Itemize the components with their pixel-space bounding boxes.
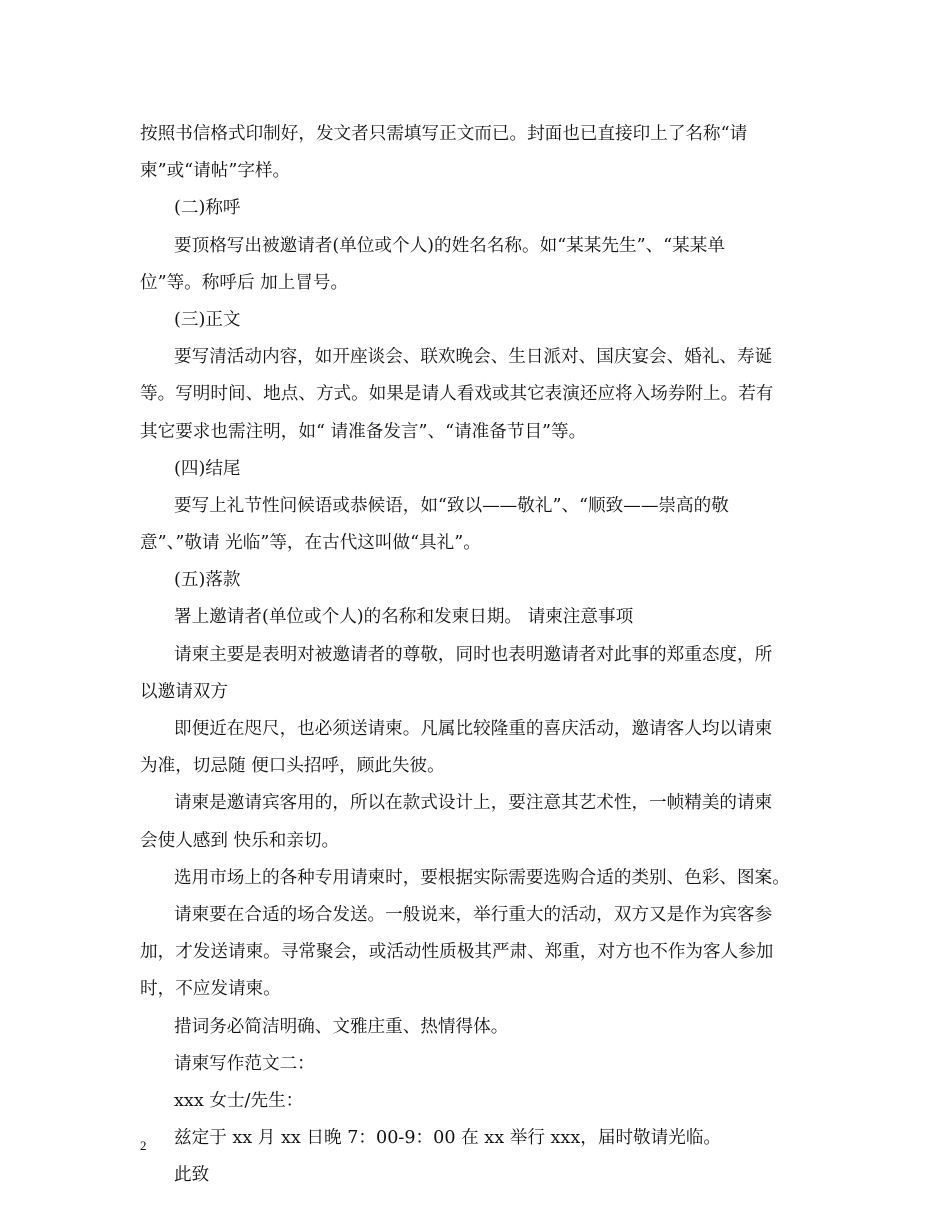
text-line: (四)结尾	[174, 458, 241, 479]
text-line: 位”等。称呼后 加上冒号。	[140, 272, 349, 293]
text-line: 选用市场上的各种专用请柬时，要根据实际需要选购合适的类别、色彩、图案。	[174, 867, 790, 888]
text-line: 请柬主要是表明对被邀请者的尊敬，同时也表明邀请者对此事的郑重态度，所	[174, 644, 773, 665]
text-line: 会使人感到 快乐和亲切。	[140, 830, 340, 851]
text-line: 要写上礼节性问候语或恭候语，如“致以——敬礼”、“顺致——崇高的敬	[174, 495, 729, 516]
text-line: 要写清活动内容，如开座谈会、联欢晚会、生日派对、国庆宴会、婚礼、寿诞	[174, 347, 773, 368]
text-line: 即便近在咫尺，也必须送请柬。凡属比较隆重的喜庆活动，邀请客人均以请柬	[174, 719, 773, 739]
text-line: 等。写明时间、地点、方式。如果是请人看戏或其它表演还应将入场券附上。若有	[140, 384, 774, 405]
text-line: 署上邀请者(单位或个人)的名称和发柬日期。 请柬注意事项	[174, 607, 634, 628]
text-line: 意”、”敬请 光临”等，在古代这叫做“具礼”。	[140, 533, 481, 554]
text-line: 要顶格写出被邀请者(单位或个人)的姓名名称。如“某某先生”、“某某单	[174, 235, 725, 256]
page-number: 2	[140, 1138, 147, 1153]
text-line: xxx 女士/先生：	[174, 1090, 304, 1111]
text-line: 请柬写作范文二：	[174, 1053, 315, 1074]
text-line: 措词务必简洁明确、文雅庄重、热情得体。	[174, 1016, 509, 1037]
text-line: (五)落款	[174, 570, 241, 591]
text-line: 为准，切忌随 便口头招呼，顾此失彼。	[140, 756, 445, 777]
text-line: (二)称呼	[174, 198, 241, 219]
text-line: 时，不应发请柬。	[140, 979, 281, 1000]
document-body	[140, 116, 830, 1194]
text-line: 柬”或“请帖”字样。	[140, 161, 291, 182]
text-line: 按照书信格式印制好，发文者只需填写正文而已。封面也已直接印上了名称“请	[140, 124, 748, 144]
text-line: 加，才发送请柬。寻常聚会，或活动性质极其严肃、郑重，对方也不作为客人参加	[140, 942, 774, 963]
text-line: 以邀请双方	[140, 681, 228, 702]
text-line: 请柬要在合适的场合发送。一般说来，举行重大的活动，双方又是作为宾客参	[174, 904, 773, 925]
text-line: 此致	[174, 1165, 210, 1186]
text-line: (三)正文	[174, 309, 241, 330]
text-line: 兹定于 xx 月 xx 日晚 7：00-9：00 在 xx 举行 xxx，届时敬请光临。	[174, 1128, 722, 1149]
text-line: 请柬是邀请宾客用的，所以在款式设计上，要注意其艺术性，一帧精美的请柬	[174, 793, 773, 814]
text-line: 其它要求也需注明，如“ 请准备发言”、“请准备节目”等。	[140, 421, 587, 442]
